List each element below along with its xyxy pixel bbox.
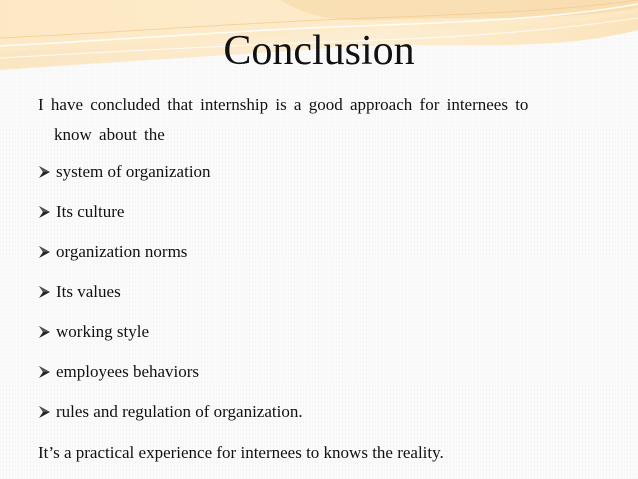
chevron-arrow-icon — [38, 285, 51, 299]
bullet-item — [38, 282, 598, 302]
closing-statement: It’s a practical experience for internees to knows the reality. — [38, 443, 444, 462]
chevron-arrow-icon — [38, 245, 51, 259]
chevron-arrow-icon — [38, 365, 51, 379]
chevron-arrow-icon — [38, 325, 51, 339]
chevron-arrow-icon — [38, 205, 51, 219]
chevron-arrow-icon — [38, 405, 51, 419]
bullet-label: employees behaviors — [56, 362, 200, 381]
bullet-list — [38, 162, 598, 422]
intro-paragraph — [38, 90, 598, 150]
intro-line-1: I have concluded that internship is a good approach for internees to — [38, 95, 529, 114]
bullet-label: system of organization — [56, 162, 211, 181]
bullet-item — [38, 362, 598, 382]
chevron-arrow-icon — [38, 165, 51, 179]
bullet-label: Its values — [56, 282, 121, 301]
slide-title: Conclusion — [223, 28, 415, 74]
bullet-item — [38, 322, 598, 342]
bullet-item — [38, 162, 598, 182]
bullet-item — [38, 202, 598, 222]
slide-body — [38, 90, 598, 463]
intro-line-2: know about the — [54, 125, 165, 144]
bullet-item — [38, 402, 598, 422]
bullet-label: rules and regulation of organization. — [56, 402, 303, 421]
bullet-label: Its culture — [56, 202, 125, 221]
bullet-label: working style — [56, 322, 150, 341]
bullet-label: organization norms — [56, 242, 188, 261]
bullet-item — [38, 242, 598, 262]
